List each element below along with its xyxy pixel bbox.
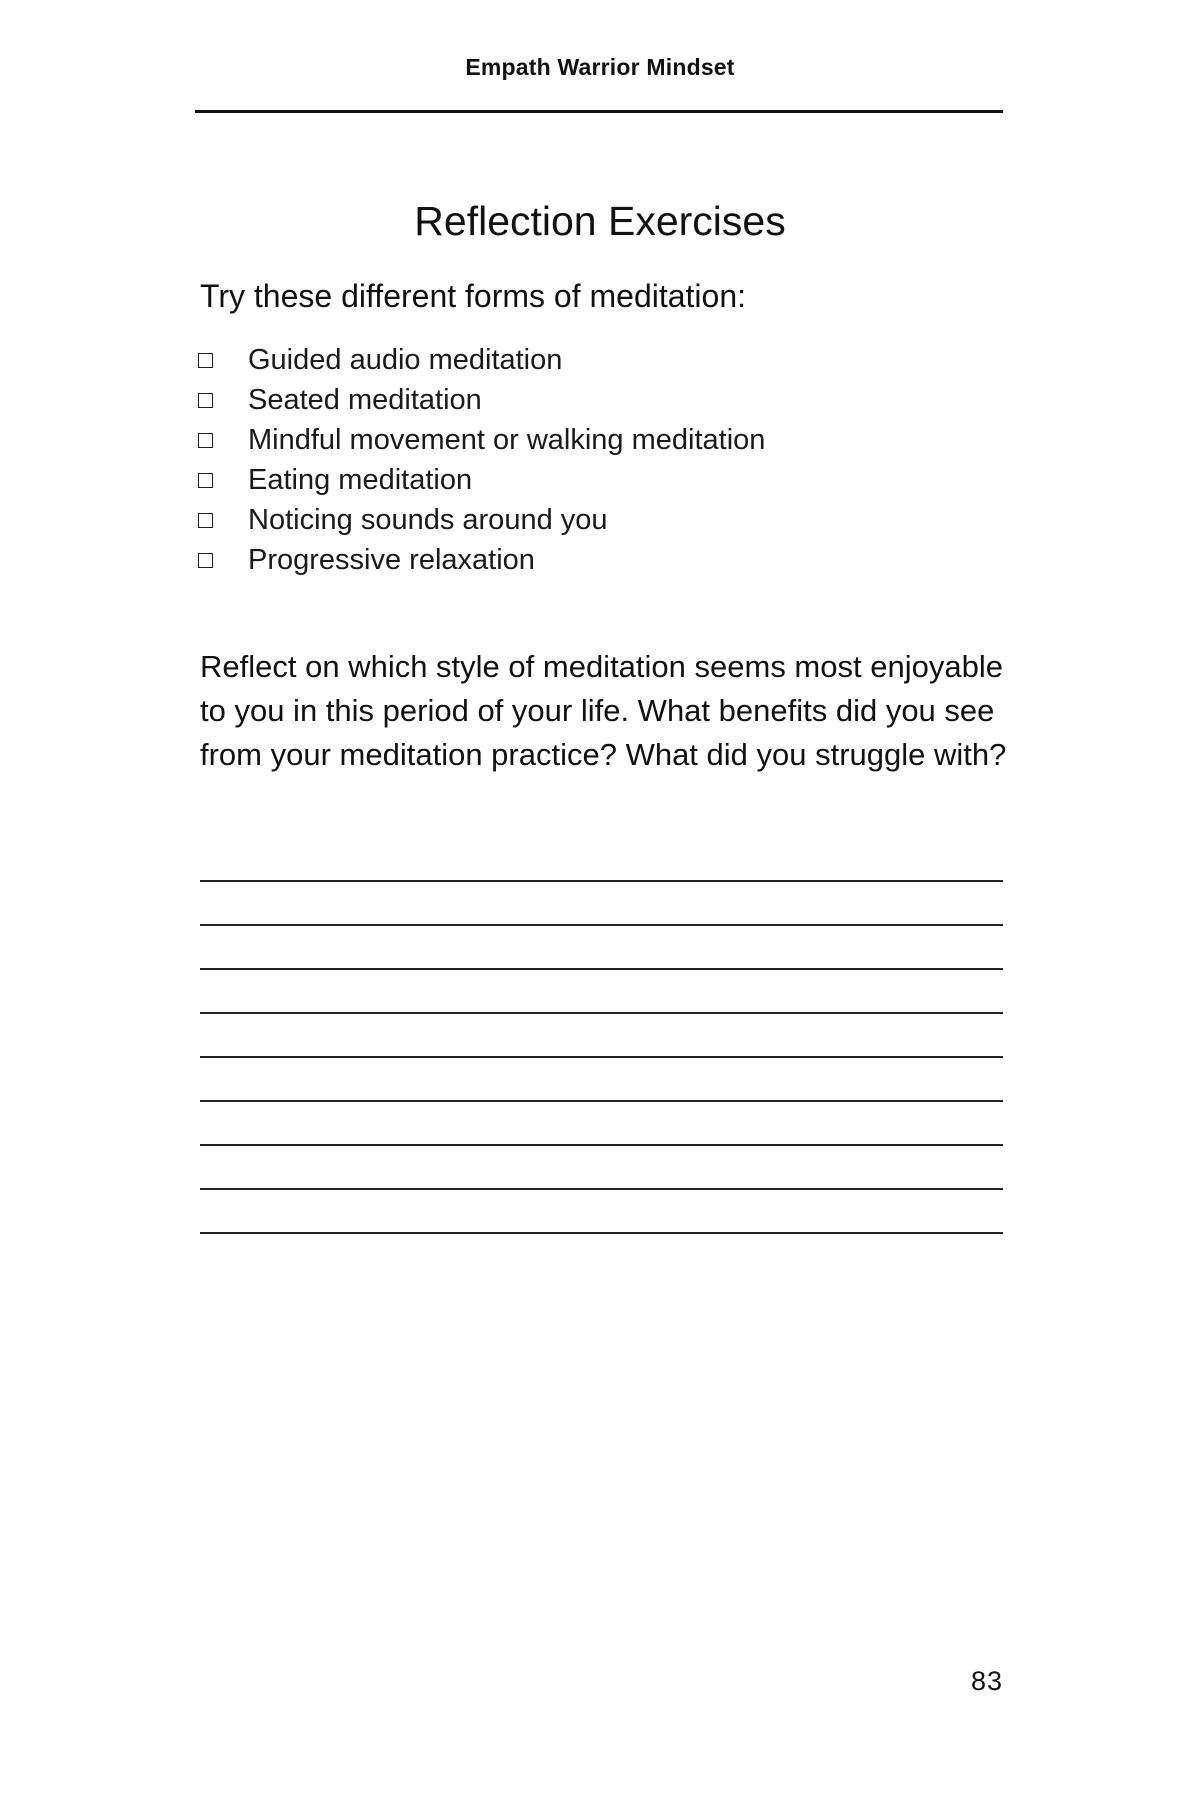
writing-area[interactable] [200, 880, 1003, 1276]
intro-text: Try these different forms of meditation: [200, 278, 747, 314]
section-title: Reflection Exercises [414, 198, 786, 244]
header-divider [195, 110, 1003, 113]
checklist-item-label: Noticing sounds around you [248, 503, 608, 536]
writing-line [200, 1188, 1003, 1190]
checklist-item [198, 540, 765, 580]
checkbox-icon[interactable] [198, 553, 213, 568]
checklist-item [198, 340, 765, 380]
meditation-checklist [198, 340, 765, 580]
checklist-item [198, 380, 765, 420]
writing-line [200, 880, 1003, 882]
writing-line [200, 968, 1003, 970]
running-header: Empath Warrior Mindset [465, 54, 735, 80]
writing-line [200, 1232, 1003, 1234]
checklist-item [198, 500, 765, 540]
checkbox-icon[interactable] [198, 473, 213, 488]
writing-line [200, 924, 1003, 926]
checklist-item [198, 460, 765, 500]
writing-line [200, 1056, 1003, 1058]
checkbox-icon[interactable] [198, 353, 213, 368]
checkbox-icon[interactable] [198, 393, 213, 408]
writing-line [200, 1144, 1003, 1146]
checkbox-icon[interactable] [198, 433, 213, 448]
reflection-prompt: Reflect on which style of meditation seems most enjoyable to you in this period of your life. What benefits did you see from your meditation practice? What did you struggle with? [200, 649, 1007, 772]
checklist-item-label: Seated meditation [248, 383, 482, 416]
checkbox-icon[interactable] [198, 513, 213, 528]
checklist-item-label: Eating meditation [248, 463, 473, 496]
checklist-item-label: Guided audio meditation [248, 343, 563, 376]
checklist-item [198, 420, 765, 460]
writing-line [200, 1100, 1003, 1102]
checklist-item-label: Mindful movement or walking meditation [248, 423, 766, 456]
checklist-item-label: Progressive relaxation [248, 543, 535, 576]
page-number: 83 [970, 1666, 1003, 1696]
writing-line [200, 1012, 1003, 1014]
